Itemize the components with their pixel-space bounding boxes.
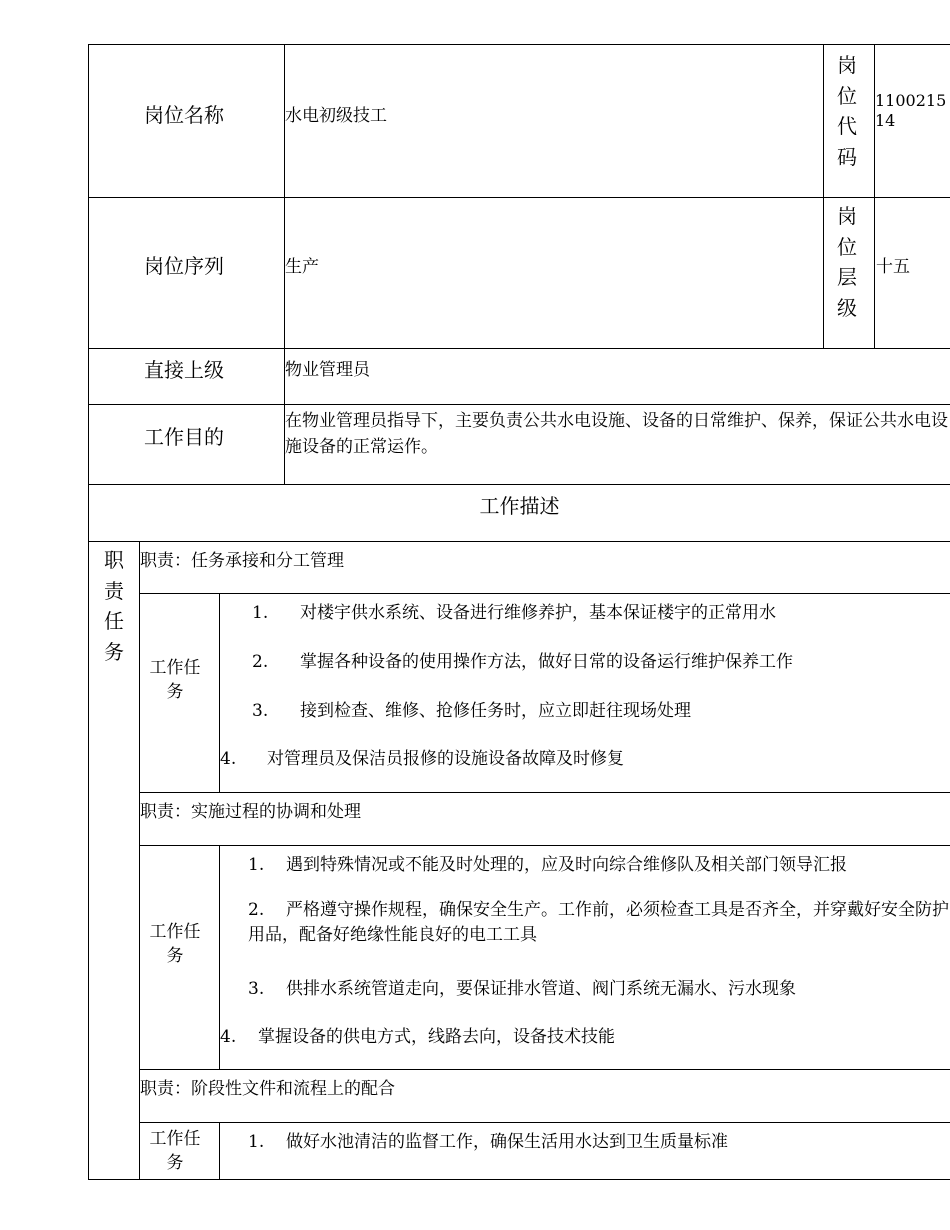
superior-label: 直接上级 [144,358,224,382]
purpose-label: 工作目的 [144,425,224,449]
post-level-value: 十五 [876,257,910,277]
task-label: 工作任务 [149,922,201,966]
task-label: 工作任务 [149,1129,201,1173]
list-item: 2. 掌握各种设备的使用操作方法，做好日常的设备运行维护保养工作 [252,652,793,672]
list-item: 1. 对楼宇供水系统、设备进行维修养护，基本保证楼宇的正常用水 [252,603,776,623]
post-series-label: 岗位序列 [144,254,224,278]
list-item: 3. 接到检查、维修、抢修任务时，应立即赶往现场处理 [252,701,691,721]
duties-label: 职责任务 [104,548,124,664]
section-title: 职责：任务承接和分工管理 [140,551,344,571]
list-item: 1. 做好水池清洁的监督工作，确保生活用水达到卫生质量标准 [248,1132,728,1152]
list-item: 1. 遇到特殊情况或不能及时处理的，应及时向综合维修队及相关部门领导汇报 [248,855,847,875]
post-series-value: 生产 [285,257,319,277]
task-label: 工作任务 [149,658,201,702]
post-name-label: 岗位名称 [144,103,224,127]
list-item: 2. 严格遵守操作规程，确保安全生产。工作前，必须检查工具是否齐全，并穿戴好安全防护用品，配备好绝缘性能良好的电工工具 [248,900,949,945]
description-title: 工作描述 [479,494,560,518]
post-name-value: 水电初级技工 [285,106,387,126]
post-level-label: 岗位层级 [837,204,857,320]
section-title: 职责：实施过程的协调和处理 [140,802,361,822]
list-item: 3. 供排水系统管道走向，要保证排水管道、阀门系统无漏水、污水现象 [248,979,796,999]
post-code-value: 110021514 [875,91,947,130]
section-title: 职责：阶段性文件和流程上的配合 [140,1079,395,1099]
purpose-value: 在物业管理员指导下，主要负责公共水电设施、设备的日常维护、保养，保证公共水电设施设备的正常运作。 [285,411,948,457]
superior-value: 物业管理员 [285,360,370,380]
list-item: 4. 掌握设备的供电方式，线路去向，设备技术技能 [220,1027,615,1047]
list-item: 4. 对管理员及保洁员报修的设施设备故障及时修复 [220,749,624,769]
post-code-label: 岗位代码 [837,53,857,169]
